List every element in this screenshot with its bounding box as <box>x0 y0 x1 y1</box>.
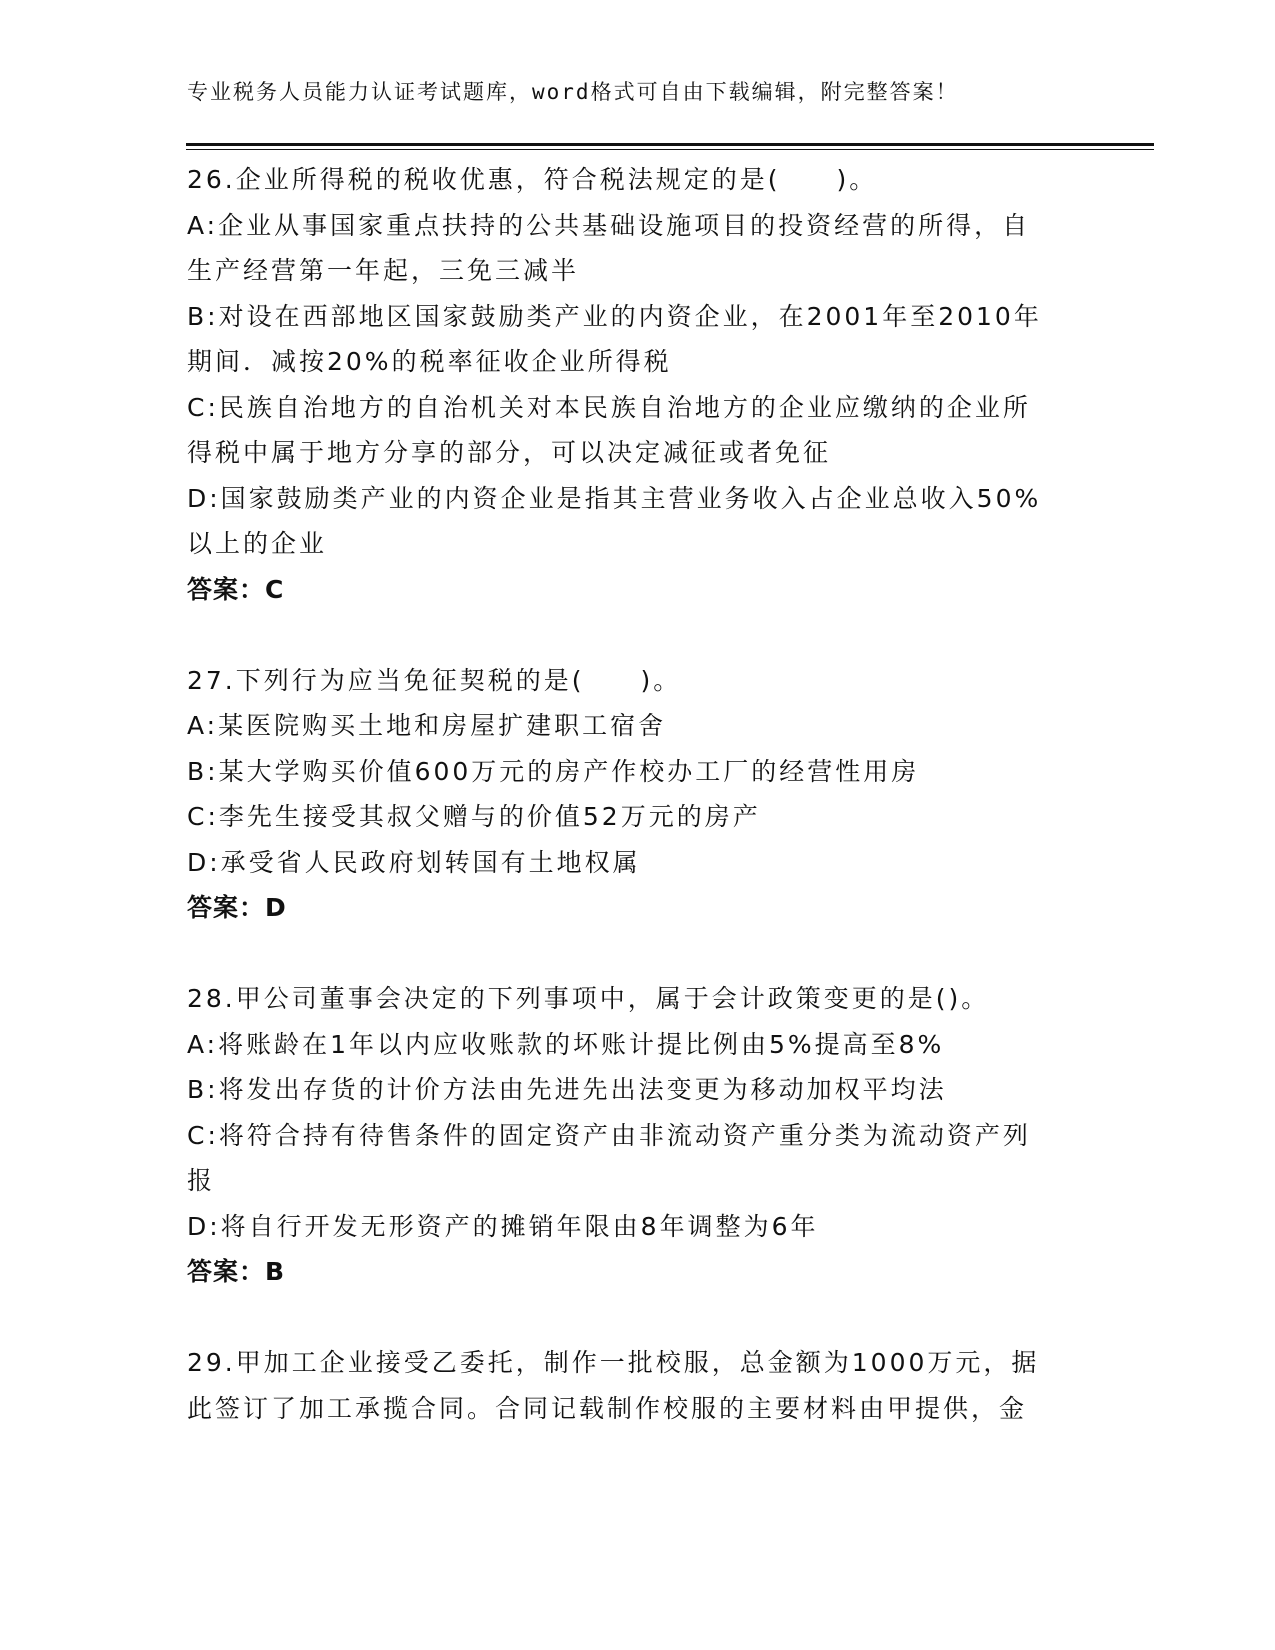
answer-label: 答案：B <box>187 1257 286 1286</box>
question-line: B:将发出存货的计价方法由先进先出法变更为移动加权平均法 <box>187 1075 947 1104</box>
question-26 <box>187 157 1087 612</box>
question-line: 报 <box>187 1166 216 1195</box>
question-line: D:国家鼓励类产业的内资企业是指其主营业务收入占企业总收入50% <box>187 483 1042 513</box>
question-line: A:企业从事国家重点扶持的公共基础设施项目的投资经营的所得，自 <box>187 210 1031 240</box>
question-28 <box>187 976 1087 1295</box>
question-line: A:将账龄在1年以内应收账款的坏账计提比例由5%提高至8% <box>187 1029 945 1059</box>
question-line: D:将自行开发无形资产的摊销年限由8年调整为6年 <box>187 1211 819 1241</box>
question-line: 期间．减按20%的税率征收企业所得税 <box>187 347 672 376</box>
question-27 <box>187 658 1087 931</box>
question-line: D:承受省人民政府划转国有土地权属 <box>187 847 641 877</box>
question-line: C:将符合持有待售条件的固定资产由非流动资产重分类为流动资产列 <box>187 1120 1031 1150</box>
question-line: C:民族自治地方的自治机关对本民族自治地方的企业应缴纳的企业所 <box>187 392 1031 422</box>
answer-label: 答案：D <box>187 893 287 922</box>
header-rule-thin <box>186 149 1154 150</box>
question-line: 此签订了加工承揽合同。合同记载制作校服的主要材料由甲提供，金 <box>187 1393 1028 1423</box>
question-list <box>187 157 1087 1477</box>
question-line: 得税中属于地方分享的部分，可以决定减征或者免征 <box>187 438 832 467</box>
header-rule-thick <box>186 143 1154 146</box>
question-line: 以上的企业 <box>187 529 328 558</box>
answer-label: 答案：C <box>187 574 285 604</box>
question-line: B:对设在西部地区国家鼓励类产业的内资企业，在2001年至2010年 <box>187 301 1042 331</box>
page-header: 专业税务人员能力认证考试题库，word格式可自由下载编辑，附完整答案！ <box>187 80 959 104</box>
question-29 <box>187 1340 1087 1431</box>
question-line: 生产经营第一年起，三免三减半 <box>187 256 580 285</box>
question-line: 29.甲加工企业接受乙委托，制作一批校服，总金额为1000万元，据 <box>187 1348 1040 1377</box>
question-line: 26.企业所得税的税收优惠，符合税法规定的是( )。 <box>187 165 878 194</box>
question-line: B:某大学购买价值600万元的房产作校办工厂的经营性用房 <box>187 756 920 786</box>
question-line: 28.甲公司董事会决定的下列事项中，属于会计政策变更的是()。 <box>187 984 990 1013</box>
question-line: A:某医院购买土地和房屋扩建职工宿舍 <box>187 711 667 740</box>
question-line: C:李先生接受其叔父赠与的价值52万元的房产 <box>187 802 761 831</box>
question-line: 27.下列行为应当免征契税的是( )。 <box>187 665 682 695</box>
